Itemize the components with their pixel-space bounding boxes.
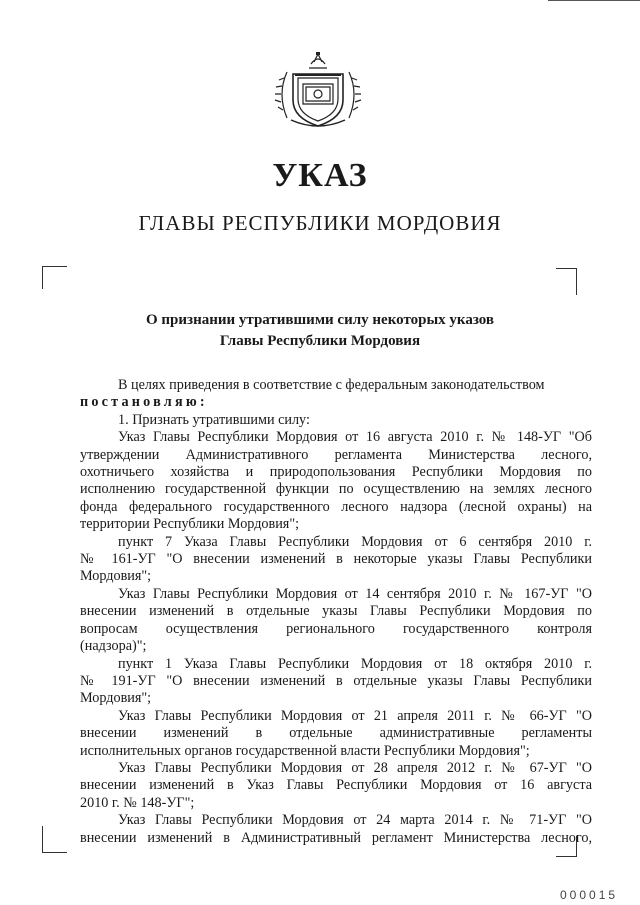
- title-line: О признании утратившими силу некоторых указов: [146, 312, 494, 328]
- document-title: [80, 310, 560, 352]
- corner-mark-bottom-left: [42, 826, 67, 853]
- paragraph-line: внесении изменений в отдельные указы Главы Республики Мордовия по: [80, 603, 592, 620]
- paragraph-line: внесении изменений в Административный регламент Министерства лесного,: [80, 829, 592, 846]
- coat-of-arms-icon: [273, 44, 363, 134]
- page-serial-number: 000015: [560, 888, 619, 902]
- preamble: В целях приведения в соответствие с федеральным законодательством: [118, 377, 545, 393]
- paragraph-line: исполнительных органов государственной власти Республики Мордовия";: [80, 742, 530, 759]
- paragraph-line: внесении изменений в отдельные административные регламенты: [80, 725, 592, 742]
- item-1: 1. Признать утратившими силу:: [118, 411, 310, 428]
- paragraph-line: исполнению государственной функции по осуществлению на землях лесного: [80, 481, 592, 498]
- document-body: [80, 377, 592, 847]
- paragraph-line: пункт 1 Указа Главы Республики Мордовия от 18 октября 2010 г.: [118, 655, 592, 672]
- paragraph-line: Мордовия";: [80, 690, 152, 707]
- corner-mark-top-right: [556, 268, 577, 295]
- issuing-authority: ГЛАВЫ РЕСПУБЛИКИ МОРДОВИЯ: [138, 211, 502, 235]
- paragraph-line: Указ Главы Республики Мордовия от 28 апреля 2012 г. № 67-УГ "О: [118, 759, 592, 776]
- scan-edge-line: [548, 0, 640, 1]
- paragraph-line: № 161-УГ "О внесении изменений в некоторые указы Главы Республики: [80, 551, 592, 568]
- paragraph-line: внесении изменений в Указ Главы Республики Мордовия от 16 августа: [80, 777, 592, 794]
- paragraph-line: вопросам осуществления регионального государственного контроля: [80, 620, 592, 637]
- paragraph-line: территории Республики Мордовия";: [80, 516, 300, 533]
- paragraph-line: 2010 г. № 148-УГ";: [80, 794, 195, 811]
- title-line: Главы Республики Мордовия: [219, 333, 421, 349]
- paragraph-line: охотничьего хозяйства и природопользования Республики Мордовия по: [80, 464, 592, 481]
- paragraph-line: Указ Главы Республики Мордовия от 24 марта 2014 г. № 71-УГ "О: [118, 812, 592, 829]
- paragraph-line: № 191-УГ "О внесении изменений в отдельные указы Главы Республики: [80, 672, 592, 689]
- paragraph-line: утверждении Административного регламента Министерства лесного,: [80, 446, 592, 463]
- paragraph-line: Мордовия";: [80, 568, 152, 585]
- paragraph-line: Указ Главы Республики Мордовия от 21 апреля 2011 г. № 66-УГ "О: [118, 707, 592, 724]
- paragraph-line: фонда федерального государственного лесного надзора (лесной охраны) на: [80, 498, 592, 515]
- paragraph-line: Указ Главы Республики Мордовия от 16 августа 2010 г. № 148-УГ "Об: [118, 429, 592, 446]
- paragraph-line: (надзора)";: [80, 638, 147, 655]
- paragraph-line: пункт 7 Указа Главы Республики Мордовия от 6 сентября 2010 г.: [118, 533, 592, 550]
- document-type-heading: УКАЗ: [272, 157, 368, 194]
- decree-word: постановляю:: [80, 394, 208, 411]
- paragraph-line: Указ Главы Республики Мордовия от 14 сентября 2010 г. № 167-УГ "О: [118, 585, 592, 602]
- corner-mark-top-left: [42, 266, 67, 289]
